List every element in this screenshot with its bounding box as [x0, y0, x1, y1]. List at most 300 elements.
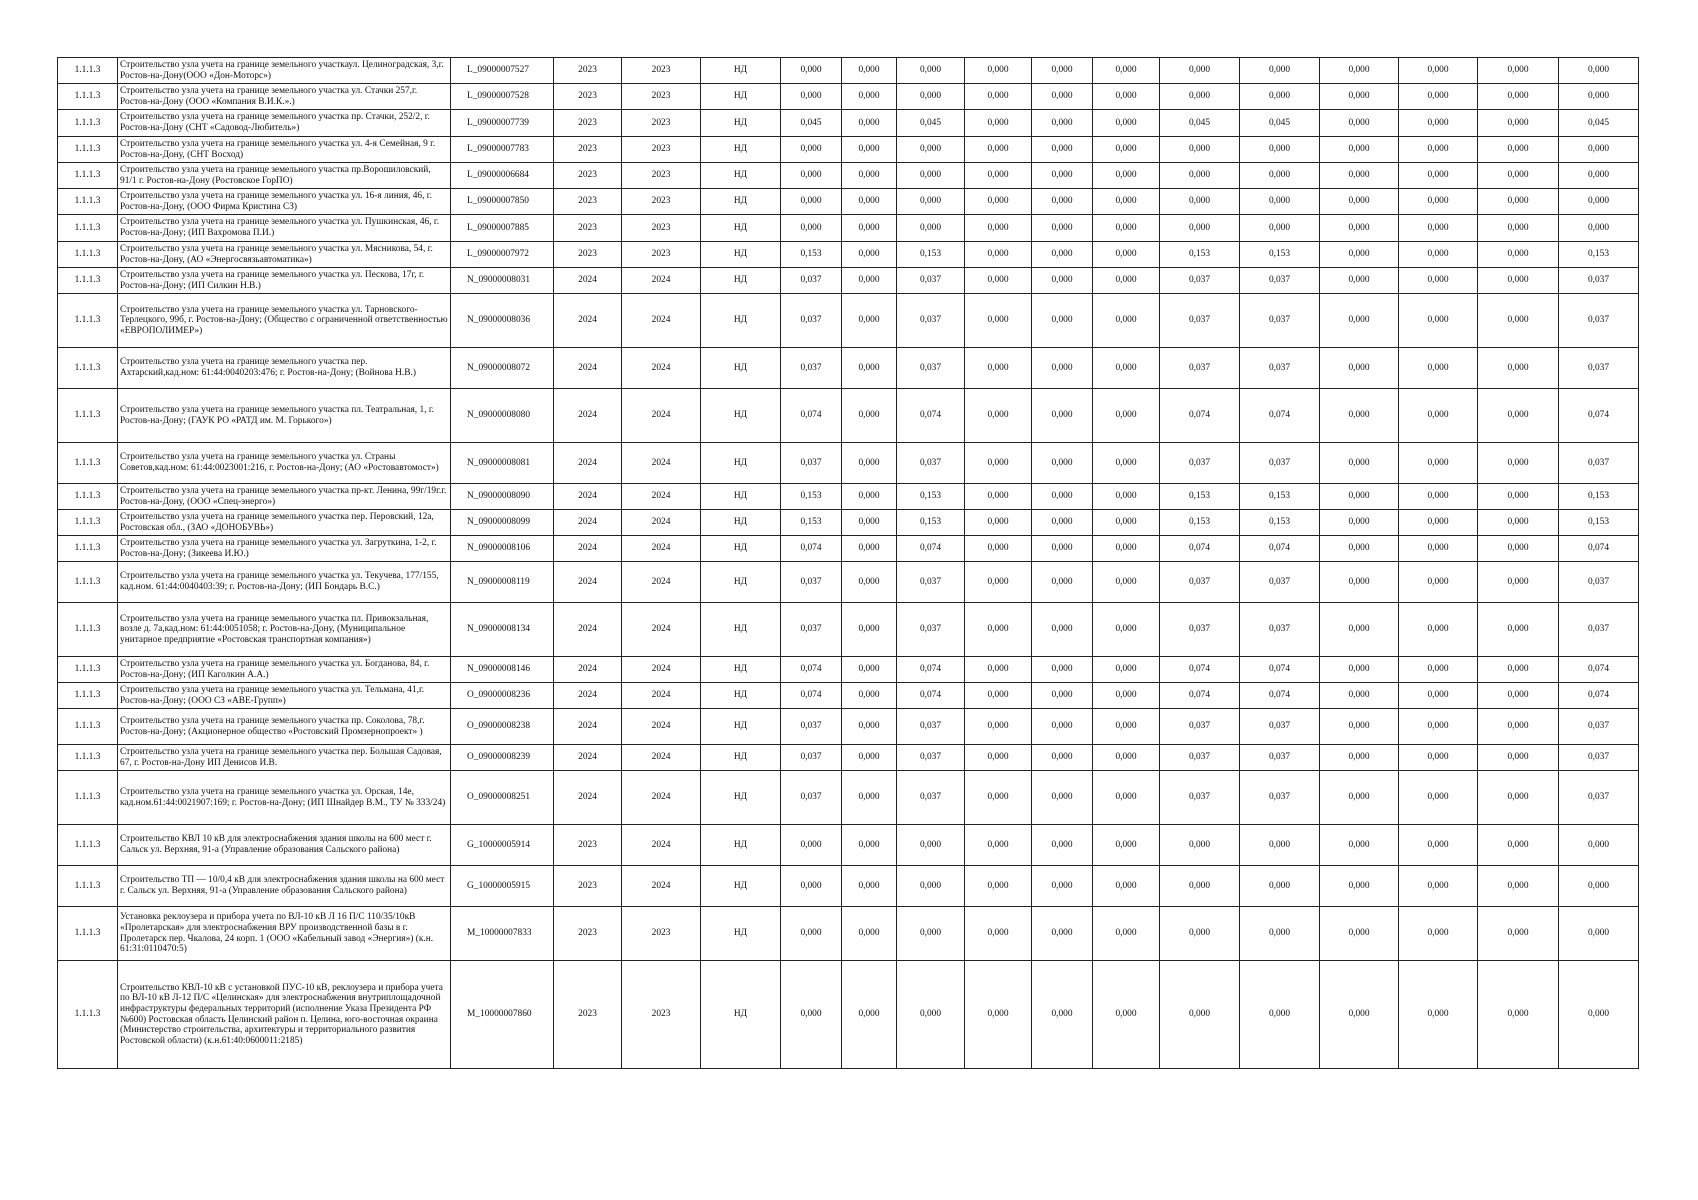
row-nd: НД	[701, 215, 781, 242]
row-value: 0,000	[965, 163, 1032, 189]
row-year-end: 2024	[622, 866, 701, 907]
row-number: 1.1.1.3	[58, 348, 118, 389]
row-year-end: 2023	[622, 137, 701, 163]
row-year-end: 2023	[622, 242, 701, 268]
row-value: 0,037	[897, 562, 965, 603]
row-nd: НД	[701, 536, 781, 562]
row-value: 0,000	[842, 189, 897, 215]
row-number: 1.1.1.3	[58, 709, 118, 745]
table-row	[58, 215, 1639, 242]
row-value: 0,000	[1032, 268, 1093, 294]
row-value: 0,000	[1240, 189, 1320, 215]
row-value: 0,000	[897, 961, 965, 1069]
row-value: 0,074	[781, 657, 842, 683]
row-nd: НД	[701, 389, 781, 443]
row-value: 0,000	[965, 825, 1032, 866]
row-value: 0,000	[1478, 215, 1559, 242]
row-value: 0,000	[1093, 771, 1160, 825]
row-value: 0,037	[1160, 348, 1240, 389]
row-value: 0,000	[1478, 683, 1559, 709]
row-year-start: 2024	[554, 745, 622, 771]
row-year-end: 2024	[622, 389, 701, 443]
row-value: 0,153	[1559, 484, 1639, 510]
row-value: 0,045	[1160, 110, 1240, 137]
row-value: 0,074	[1160, 389, 1240, 443]
row-value: 0,000	[1093, 484, 1160, 510]
row-year-start: 2023	[554, 215, 622, 242]
row-value: 0,000	[1032, 536, 1093, 562]
row-value: 0,000	[1559, 961, 1639, 1069]
row-code: M_10000007860	[451, 961, 554, 1069]
row-value: 0,037	[1559, 268, 1639, 294]
table-row	[58, 110, 1639, 137]
row-value: 0,000	[897, 163, 965, 189]
row-value: 0,000	[1032, 825, 1093, 866]
row-value: 0,153	[897, 510, 965, 536]
row-value: 0,000	[1320, 510, 1399, 536]
row-value: 0,000	[1399, 348, 1478, 389]
row-description: Строительство узла учета на границе земельного участка ул. Богданова, 84, г. Ростов-на-Дону; (ИП Каголкин А.А.)	[118, 657, 451, 683]
table-row	[58, 348, 1639, 389]
table-row	[58, 825, 1639, 866]
row-description: Строительство узла учета на границе земельного участка пл. Привокзальная, возле д. 7а,кад.ном: 61:44:0051058; г. Ростов-на-Дону, (Муниципальное унитарное предприятие «Ростовская транспортная компания»)	[118, 603, 451, 657]
row-value: 0,000	[965, 242, 1032, 268]
row-value: 0,000	[1093, 907, 1160, 961]
row-value: 0,074	[897, 657, 965, 683]
row-nd: НД	[701, 484, 781, 510]
row-year-start: 2023	[554, 242, 622, 268]
row-year-start: 2023	[554, 961, 622, 1069]
row-nd: НД	[701, 603, 781, 657]
row-value: 0,000	[1240, 163, 1320, 189]
row-value: 0,074	[1160, 536, 1240, 562]
row-value: 0,037	[1160, 771, 1240, 825]
row-value: 0,000	[897, 907, 965, 961]
row-number: 1.1.1.3	[58, 268, 118, 294]
row-year-start: 2023	[554, 189, 622, 215]
row-value: 0,000	[1559, 84, 1639, 110]
row-value: 0,000	[1320, 294, 1399, 348]
row-number: 1.1.1.3	[58, 163, 118, 189]
row-year-start: 2024	[554, 484, 622, 510]
table-row	[58, 242, 1639, 268]
row-year-end: 2024	[622, 603, 701, 657]
row-value: 0,000	[1478, 189, 1559, 215]
row-nd: НД	[701, 510, 781, 536]
row-value: 0,000	[1399, 771, 1478, 825]
row-value: 0,153	[1240, 510, 1320, 536]
row-code: O_09000008236	[451, 683, 554, 709]
row-year-end: 2024	[622, 683, 701, 709]
row-code: O_09000008251	[451, 771, 554, 825]
row-value: 0,074	[781, 389, 842, 443]
row-value: 0,000	[842, 866, 897, 907]
row-value: 0,000	[1320, 683, 1399, 709]
row-value: 0,000	[1160, 189, 1240, 215]
row-value: 0,000	[1320, 268, 1399, 294]
row-value: 0,000	[1093, 866, 1160, 907]
row-value: 0,000	[1478, 562, 1559, 603]
row-value: 0,000	[965, 84, 1032, 110]
row-value: 0,000	[1399, 58, 1478, 84]
row-value: 0,000	[1399, 163, 1478, 189]
row-description: Строительство узла учета на границе земельного участка пр-кт. Ленина, 99г/19г.г. Ростов-на-Дону, (ООО «Спец-энерго»)	[118, 484, 451, 510]
row-year-end: 2023	[622, 163, 701, 189]
row-value: 0,000	[1399, 443, 1478, 484]
row-value: 0,000	[781, 137, 842, 163]
row-value: 0,000	[1093, 745, 1160, 771]
row-value: 0,037	[897, 348, 965, 389]
row-code: N_09000008146	[451, 657, 554, 683]
row-number: 1.1.1.3	[58, 603, 118, 657]
row-description: Строительство КВЛ-10 кВ с установкой ПУС-10 кВ, реклоузера и прибора учета по ВЛ-10 кВ Л-12 П/С «Целинская» для электроснабжения внутриплощадочной инфраструктуры федеральных территорий (исполнение Указа Президента РФ №600) Ростовская область Целинский район п. Целина, юго-восточная окраина (Министерство строительства, архитектуры и территориального развития Ростовской области) (к.н.61:40:0600011:2185)	[118, 961, 451, 1069]
row-value: 0,000	[1160, 84, 1240, 110]
row-value: 0,000	[842, 562, 897, 603]
row-value: 0,074	[1559, 389, 1639, 443]
row-value: 0,000	[842, 443, 897, 484]
row-value: 0,037	[1240, 745, 1320, 771]
row-value: 0,037	[1160, 294, 1240, 348]
row-year-start: 2023	[554, 825, 622, 866]
row-number: 1.1.1.3	[58, 771, 118, 825]
row-value: 0,153	[1160, 242, 1240, 268]
row-value: 0,000	[1032, 907, 1093, 961]
row-value: 0,037	[781, 562, 842, 603]
row-value: 0,000	[842, 683, 897, 709]
row-number: 1.1.1.3	[58, 510, 118, 536]
row-value: 0,000	[1399, 510, 1478, 536]
row-value: 0,000	[1320, 348, 1399, 389]
row-code: N_09000008036	[451, 294, 554, 348]
row-value: 0,000	[1478, 907, 1559, 961]
row-value: 0,000	[1093, 536, 1160, 562]
row-value: 0,000	[1160, 907, 1240, 961]
row-description: Строительство узла учета на границе земельного участка ул. 4-я Семейная, 9 г. Ростов-на-Дону, (СНТ Восход)	[118, 137, 451, 163]
row-value: 0,037	[1160, 443, 1240, 484]
row-value: 0,000	[1320, 215, 1399, 242]
table-row	[58, 709, 1639, 745]
row-value: 0,037	[1240, 268, 1320, 294]
row-value: 0,153	[781, 510, 842, 536]
row-year-end: 2024	[622, 536, 701, 562]
row-value: 0,000	[1478, 348, 1559, 389]
row-value: 0,000	[1320, 443, 1399, 484]
row-value: 0,000	[842, 709, 897, 745]
row-value: 0,000	[897, 84, 965, 110]
row-nd: НД	[701, 657, 781, 683]
row-value: 0,000	[1240, 84, 1320, 110]
row-number: 1.1.1.3	[58, 189, 118, 215]
row-value: 0,074	[1160, 657, 1240, 683]
row-code: N_09000008080	[451, 389, 554, 443]
row-value: 0,000	[1032, 242, 1093, 268]
row-nd: НД	[701, 562, 781, 603]
row-value: 0,000	[965, 961, 1032, 1069]
row-value: 0,037	[1240, 771, 1320, 825]
row-value: 0,000	[1160, 215, 1240, 242]
row-value: 0,000	[1093, 110, 1160, 137]
row-value: 0,000	[965, 745, 1032, 771]
row-value: 0,037	[781, 294, 842, 348]
row-value: 0,000	[842, 163, 897, 189]
row-value: 0,000	[1320, 389, 1399, 443]
row-year-end: 2024	[622, 825, 701, 866]
row-year-start: 2024	[554, 657, 622, 683]
row-value: 0,074	[1559, 657, 1639, 683]
row-number: 1.1.1.3	[58, 294, 118, 348]
row-value: 0,000	[1093, 294, 1160, 348]
row-number: 1.1.1.3	[58, 683, 118, 709]
row-value: 0,000	[1399, 84, 1478, 110]
row-year-end: 2024	[622, 562, 701, 603]
row-value: 0,000	[1093, 657, 1160, 683]
row-value: 0,000	[781, 866, 842, 907]
row-value: 0,000	[1032, 348, 1093, 389]
row-value: 0,000	[965, 389, 1032, 443]
row-value: 0,045	[781, 110, 842, 137]
row-number: 1.1.1.3	[58, 657, 118, 683]
row-value: 0,000	[1093, 709, 1160, 745]
row-year-start: 2024	[554, 771, 622, 825]
row-value: 0,000	[1399, 825, 1478, 866]
row-value: 0,000	[1032, 443, 1093, 484]
row-value: 0,000	[842, 745, 897, 771]
row-year-start: 2024	[554, 709, 622, 745]
row-value: 0,000	[1478, 825, 1559, 866]
row-value: 0,037	[781, 709, 842, 745]
row-value: 0,000	[1160, 163, 1240, 189]
row-value: 0,000	[965, 510, 1032, 536]
row-nd: НД	[701, 110, 781, 137]
row-value: 0,000	[1240, 961, 1320, 1069]
row-value: 0,074	[1240, 536, 1320, 562]
row-value: 0,037	[1160, 745, 1240, 771]
row-description: Строительство узла учета на границе земельного участка пер. Перовский, 12а, Ростовская обл., (ЗАО «ДОНОБУВЬ»)	[118, 510, 451, 536]
row-value: 0,000	[1478, 242, 1559, 268]
row-value: 0,000	[1320, 709, 1399, 745]
row-value: 0,000	[1399, 110, 1478, 137]
row-value: 0,000	[1320, 745, 1399, 771]
row-code: N_09000008119	[451, 562, 554, 603]
row-value: 0,000	[1032, 484, 1093, 510]
row-value: 0,000	[842, 484, 897, 510]
row-value: 0,000	[1559, 866, 1639, 907]
row-value: 0,000	[965, 907, 1032, 961]
row-value: 0,000	[1032, 683, 1093, 709]
row-value: 0,000	[965, 709, 1032, 745]
row-value: 0,000	[1093, 443, 1160, 484]
row-value: 0,153	[897, 484, 965, 510]
row-value: 0,000	[1478, 84, 1559, 110]
row-value: 0,000	[1478, 294, 1559, 348]
row-nd: НД	[701, 242, 781, 268]
row-value: 0,000	[781, 825, 842, 866]
table-row	[58, 536, 1639, 562]
row-description: Строительство узла учета на границе земельного участка пл. Театральная, 1, г. Ростов-на-Дону; (ГАУК РО «РАТД им. М. Горького»)	[118, 389, 451, 443]
row-number: 1.1.1.3	[58, 215, 118, 242]
row-value: 0,000	[1240, 58, 1320, 84]
row-number: 1.1.1.3	[58, 907, 118, 961]
row-value: 0,000	[842, 657, 897, 683]
row-value: 0,000	[781, 189, 842, 215]
row-value: 0,000	[1032, 961, 1093, 1069]
row-value: 0,037	[1559, 294, 1639, 348]
row-value: 0,000	[1032, 510, 1093, 536]
row-value: 0,074	[781, 536, 842, 562]
row-value: 0,000	[1320, 825, 1399, 866]
row-value: 0,000	[1032, 562, 1093, 603]
row-year-end: 2024	[622, 510, 701, 536]
row-value: 0,000	[1240, 215, 1320, 242]
row-value: 0,000	[1478, 484, 1559, 510]
row-value: 0,153	[781, 242, 842, 268]
row-year-start: 2023	[554, 58, 622, 84]
row-year-start: 2024	[554, 510, 622, 536]
row-value: 0,000	[1320, 771, 1399, 825]
row-code: L_09000007527	[451, 58, 554, 84]
row-value: 0,037	[1559, 443, 1639, 484]
table-row	[58, 866, 1639, 907]
row-value: 0,000	[1093, 268, 1160, 294]
row-year-end: 2024	[622, 484, 701, 510]
row-value: 0,000	[965, 294, 1032, 348]
row-code: L_09000006684	[451, 163, 554, 189]
row-value: 0,000	[1478, 866, 1559, 907]
row-value: 0,000	[1093, 348, 1160, 389]
row-value: 0,000	[1320, 536, 1399, 562]
row-value: 0,000	[897, 866, 965, 907]
row-value: 0,000	[842, 137, 897, 163]
row-value: 0,000	[1093, 163, 1160, 189]
row-value: 0,037	[1559, 562, 1639, 603]
row-value: 0,000	[1032, 215, 1093, 242]
row-value: 0,037	[1240, 603, 1320, 657]
row-value: 0,000	[1478, 58, 1559, 84]
row-value: 0,000	[1399, 484, 1478, 510]
row-value: 0,037	[781, 771, 842, 825]
row-year-start: 2023	[554, 137, 622, 163]
row-value: 0,000	[1478, 536, 1559, 562]
row-nd: НД	[701, 84, 781, 110]
row-value: 0,000	[1093, 825, 1160, 866]
row-value: 0,000	[965, 603, 1032, 657]
row-value: 0,037	[1160, 268, 1240, 294]
row-value: 0,000	[1093, 562, 1160, 603]
table-row	[58, 562, 1639, 603]
row-nd: НД	[701, 163, 781, 189]
row-value: 0,153	[1240, 484, 1320, 510]
row-value: 0,000	[781, 58, 842, 84]
row-nd: НД	[701, 961, 781, 1069]
row-value: 0,000	[1160, 866, 1240, 907]
row-year-end: 2024	[622, 443, 701, 484]
row-value: 0,000	[1320, 84, 1399, 110]
row-value: 0,037	[1559, 745, 1639, 771]
row-nd: НД	[701, 137, 781, 163]
row-description: Строительство узла учета на границе земельного участкаул. Целиноградская, 3,г. Ростов-на-Дону(ООО «Дон-Моторс»)	[118, 58, 451, 84]
row-value: 0,000	[1478, 603, 1559, 657]
row-value: 0,074	[897, 683, 965, 709]
row-value: 0,000	[1320, 866, 1399, 907]
row-value: 0,037	[781, 348, 842, 389]
row-value: 0,000	[1093, 58, 1160, 84]
row-description: Установка реклоузера и прибора учета по ВЛ-10 кВ Л 16 П/С 110/35/10кВ «Пролетарская» для электроснабжения ВРУ производственной базы в г. Пролетарск пер. Чкалова, 24 корп. 1 (ООО «Кабельный завод «Энергия») (к.н. 61:31:0110470:5)	[118, 907, 451, 961]
row-value: 0,000	[781, 907, 842, 961]
row-value: 0,037	[897, 294, 965, 348]
row-year-end: 2023	[622, 84, 701, 110]
table-row	[58, 771, 1639, 825]
row-value: 0,000	[1399, 294, 1478, 348]
row-year-start: 2024	[554, 294, 622, 348]
row-value: 0,000	[1478, 389, 1559, 443]
row-nd: НД	[701, 866, 781, 907]
row-value: 0,000	[1559, 825, 1639, 866]
row-nd: НД	[701, 907, 781, 961]
row-number: 1.1.1.3	[58, 58, 118, 84]
row-value: 0,037	[897, 603, 965, 657]
row-value: 0,153	[781, 484, 842, 510]
row-value: 0,000	[842, 907, 897, 961]
row-value: 0,000	[1032, 603, 1093, 657]
row-year-end: 2023	[622, 961, 701, 1069]
row-nd: НД	[701, 58, 781, 84]
row-value: 0,000	[842, 294, 897, 348]
row-value: 0,000	[1093, 84, 1160, 110]
row-value: 0,000	[1032, 866, 1093, 907]
row-nd: НД	[701, 268, 781, 294]
row-description: Строительство узла учета на границе земельного участка пр.Ворошиловский, 91/1 г. Ростов-на-Дону (Ростовское ГорПО)	[118, 163, 451, 189]
row-code: N_09000008090	[451, 484, 554, 510]
row-value: 0,000	[1399, 536, 1478, 562]
row-code: N_09000008099	[451, 510, 554, 536]
table-row	[58, 657, 1639, 683]
row-description: Строительство узла учета на границе земельного участка пр. Соколова, 78,г. Ростов-на-Дону; (Акционерное общество «Ростовский Промзернопроект» )	[118, 709, 451, 745]
row-value: 0,000	[842, 603, 897, 657]
row-value: 0,000	[1399, 866, 1478, 907]
row-value: 0,000	[842, 961, 897, 1069]
row-description: Строительство узла учета на границе земельного участка ул. Пескова, 17г, г. Ростов-на-Дону; (ИП Силкин Н.В.)	[118, 268, 451, 294]
row-value: 0,074	[1160, 683, 1240, 709]
row-value: 0,000	[1399, 603, 1478, 657]
row-value: 0,000	[1478, 268, 1559, 294]
row-value: 0,000	[781, 961, 842, 1069]
row-value: 0,000	[1399, 137, 1478, 163]
row-year-start: 2023	[554, 907, 622, 961]
row-value: 0,000	[1160, 825, 1240, 866]
row-value: 0,074	[1559, 683, 1639, 709]
row-value: 0,000	[965, 562, 1032, 603]
row-number: 1.1.1.3	[58, 137, 118, 163]
row-year-start: 2024	[554, 536, 622, 562]
row-value: 0,000	[781, 215, 842, 242]
row-value: 0,000	[965, 484, 1032, 510]
row-value: 0,000	[842, 389, 897, 443]
row-year-end: 2023	[622, 215, 701, 242]
row-value: 0,037	[1559, 603, 1639, 657]
row-value: 0,153	[1240, 242, 1320, 268]
row-value: 0,000	[1093, 683, 1160, 709]
row-code: N_09000008106	[451, 536, 554, 562]
row-value: 0,000	[965, 348, 1032, 389]
row-value: 0,000	[965, 536, 1032, 562]
row-number: 1.1.1.3	[58, 484, 118, 510]
row-value: 0,000	[1032, 137, 1093, 163]
row-description: Строительство узла учета на границе земельного участка ул. Загруткина, 1-2, г. Ростов-на-Дону; (Зикеева И.Ю.)	[118, 536, 451, 562]
row-value: 0,153	[1559, 510, 1639, 536]
row-code: G_10000005915	[451, 866, 554, 907]
row-value: 0,000	[1320, 657, 1399, 683]
row-value: 0,000	[1240, 825, 1320, 866]
